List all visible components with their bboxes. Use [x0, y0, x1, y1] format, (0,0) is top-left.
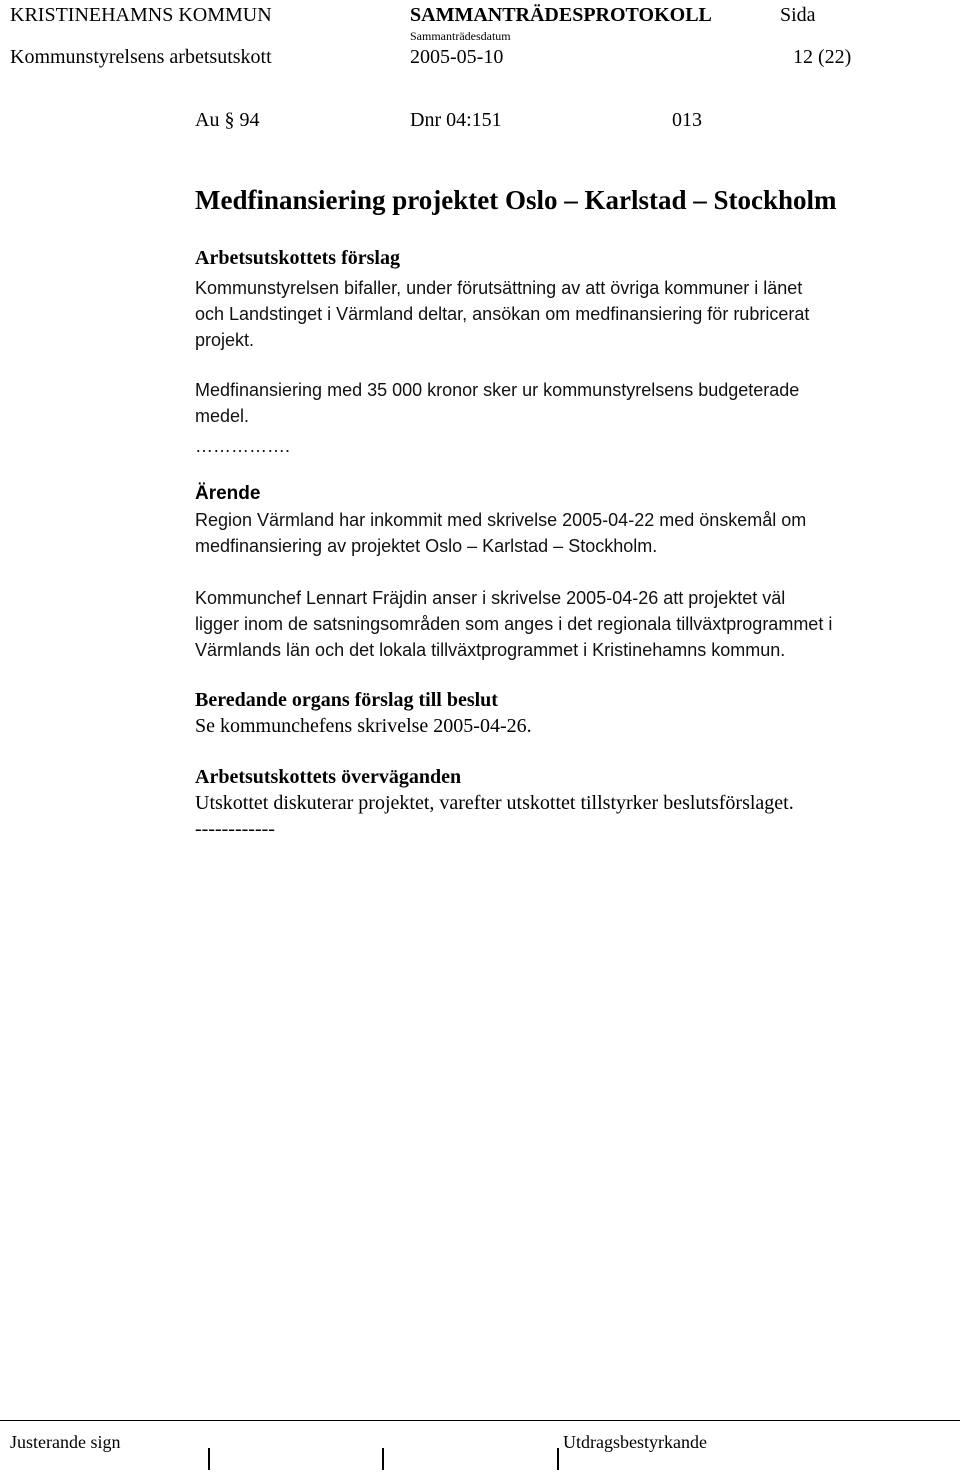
arende-text-2 [195, 585, 935, 663]
overvaganden-text: Utskottet diskuterar projektet, varefter utskottet tillstyrker beslutsförslaget. [195, 792, 794, 814]
overvaganden-heading: Arbetsutskottets överväganden [195, 766, 462, 788]
signature-box-divider [557, 1448, 559, 1470]
beredande-text: Se kommunchefens skrivelse 2005-04-26. [195, 715, 532, 737]
arende-line: medfinansiering av projektet Oslo – Karlstad – Stockholm. [195, 536, 658, 556]
proposal-text [195, 275, 935, 353]
signature-box-divider [382, 1448, 384, 1470]
page-title: Medfinansiering projektet Oslo – Karlstad – Stockholm [195, 185, 837, 215]
arende-line: ligger inom de satsningsområden som anges i det regionala tillväxtprogrammet i [195, 614, 833, 634]
proposal-line: Kommunstyrelsen bifaller, under förutsättning av att övriga kommuner i länet [195, 278, 803, 298]
beredande-heading: Beredande organs förslag till beslut [195, 689, 498, 711]
meeting-date: 2005-05-10 [410, 46, 504, 68]
paragraph-number: Au § 94 [195, 109, 260, 131]
signature-box-divider [208, 1448, 210, 1470]
arende-line: Region Värmland har inkommit med skrivelse 2005-04-22 med önskemål om [195, 510, 807, 530]
arende-line: Värmlands län och det lokala tillväxtprogrammet i Kristinehamns kommun. [195, 640, 786, 660]
arende-heading: Ärende [195, 483, 261, 504]
date-label: Sammanträdesdatum [410, 29, 511, 43]
committee-name: Kommunstyrelsens arbetsutskott [10, 46, 272, 68]
doc-type: SAMMANTRÄDESPROTOKOLL [410, 4, 712, 26]
dotted-separator: ……………. [195, 436, 291, 456]
arende-text [195, 507, 935, 559]
page-label: Sida [780, 4, 816, 26]
proposal-heading: Arbetsutskottets förslag [195, 247, 400, 269]
archive-code: 013 [672, 109, 702, 131]
proposal-line: medel. [195, 406, 250, 426]
end-separator: ------------ [195, 818, 275, 840]
proposal-line: projekt. [195, 330, 255, 350]
sign-label: Justerande sign [10, 1432, 121, 1452]
proposal-budget-text [195, 377, 935, 429]
org-name: KRISTINEHAMNS KOMMUN [10, 4, 272, 26]
diary-number: Dnr 04:151 [410, 109, 502, 131]
footer-rule [0, 1420, 960, 1421]
proposal-line: och Landstinget i Värmland deltar, ansökan om medfinansiering för rubricerat [195, 304, 810, 324]
extract-label: Utdragsbestyrkande [563, 1432, 707, 1452]
proposal-line: Medfinansiering med 35 000 kronor sker ur kommunstyrelsens budgeterade [195, 380, 800, 400]
arende-line: Kommunchef Lennart Fräjdin anser i skrivelse 2005-04-26 att projektet väl [195, 588, 786, 608]
page-number: 12 (22) [793, 46, 852, 68]
